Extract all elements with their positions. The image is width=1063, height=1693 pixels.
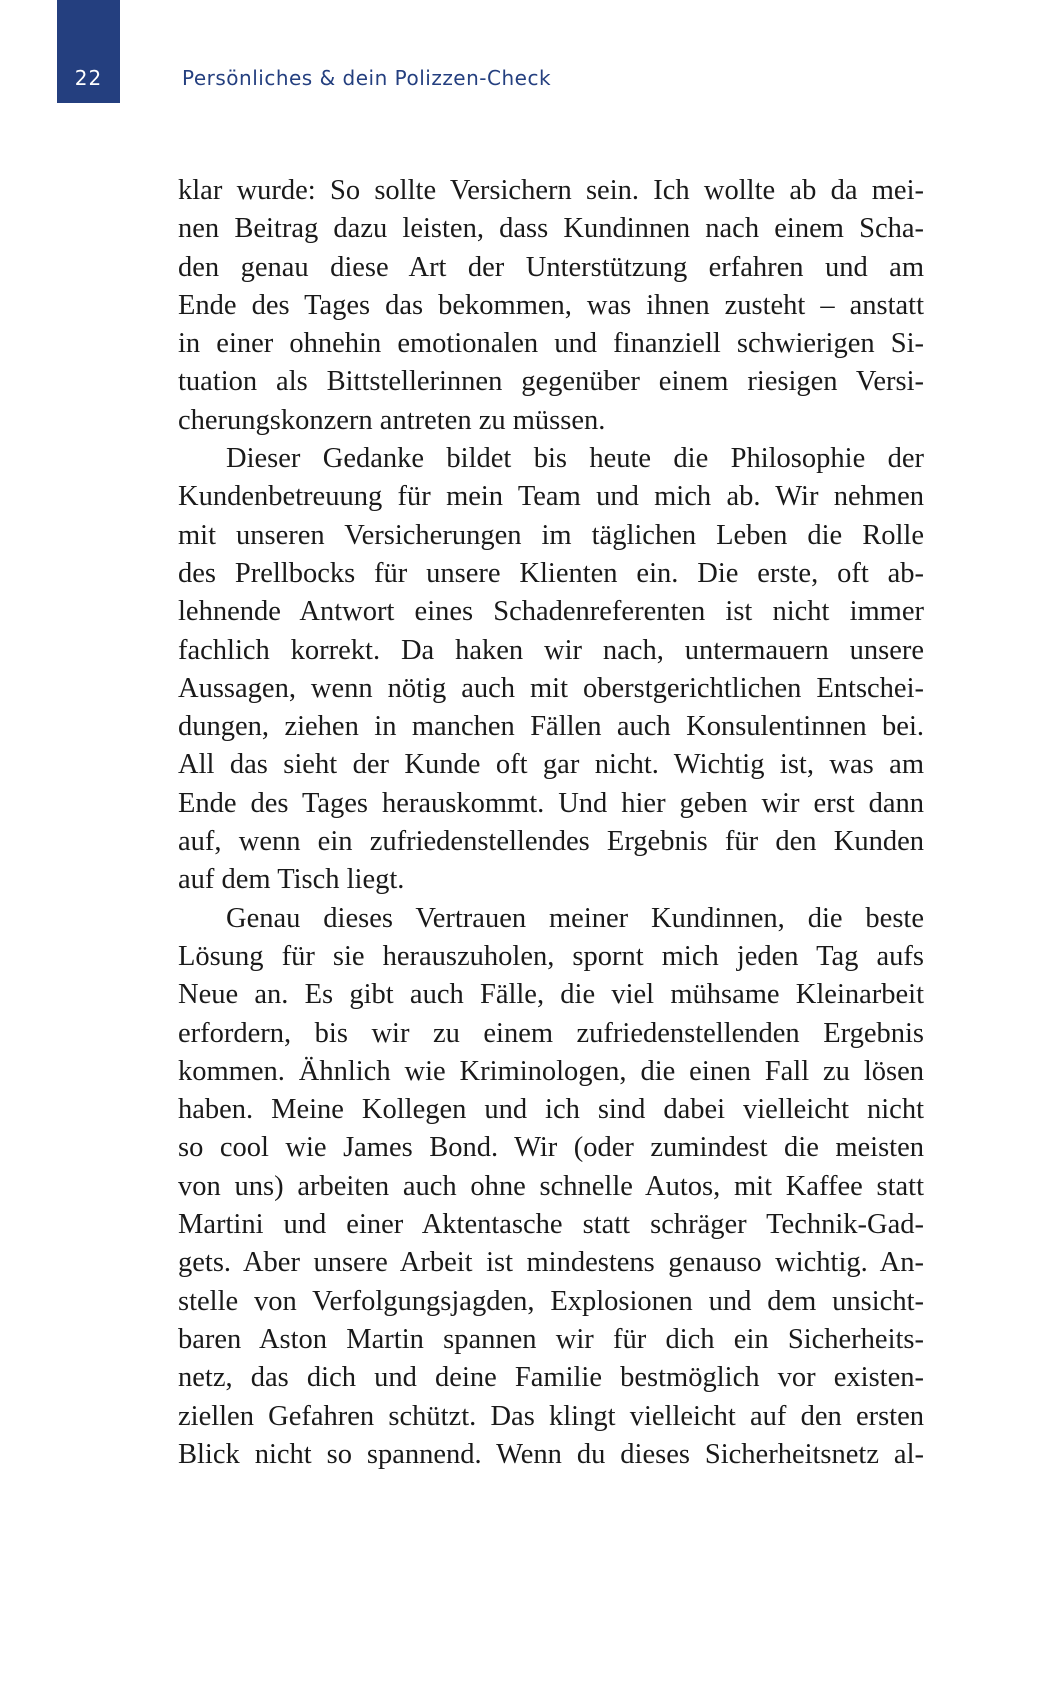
text-line: baren Aston Martin spannen wir für dich ein Sicherheits-	[178, 1323, 924, 1355]
text-line: fachlich korrekt. Da haken wir nach, untermauern unsere	[178, 634, 924, 666]
text-line: All das sieht der Kunde oft gar nicht. Wichtig ist, was am	[178, 749, 924, 781]
text-line: den genau diese Art der Unterstützung erfahren und am	[178, 251, 924, 283]
text-line: haben. Meine Kollegen und ich sind dabei vielleicht nicht	[178, 1094, 924, 1126]
text-line: von uns) arbeiten auch ohne schnelle Autos, mit Kaffee statt	[178, 1170, 924, 1202]
text-line: ziellen Gefahren schützt. Das klingt vielleicht auf den ersten	[178, 1400, 924, 1432]
text-line: Kundenbetreuung für mein Team und mich ab. Wir nehmen	[178, 481, 924, 513]
running-head: Persönliches & dein Polizzen-Check	[182, 66, 552, 90]
text-line: mit unseren Versicherungen im täglichen Leben die Rolle	[178, 519, 924, 551]
text-line: Aussagen, wenn nötig auch mit oberstgerichtlichen Entschei-	[178, 672, 924, 704]
text-line: in einer ohnehin emotionalen und finanziell schwierigen Si-	[178, 328, 924, 360]
text-line: tuation als Bittstellerinnen gegenüber einem riesigen Versi-	[178, 366, 924, 398]
text-line: Blick nicht so spannend. Wenn du dieses Sicherheitsnetz al-	[178, 1438, 924, 1470]
paragraph-first-line: Genau dieses Vertrauen meiner Kundinnen, die beste	[226, 902, 924, 934]
text-line: auf, wenn ein zufriedenstellendes Ergebnis für den Kunden	[178, 826, 924, 858]
text-line: auf dem Tisch liegt.	[178, 864, 405, 896]
body-text	[178, 172, 924, 1474]
text-line: dungen, ziehen in manchen Fällen auch Konsulentinnen bei.	[178, 711, 924, 743]
page-number: 22	[74, 66, 103, 90]
text-line: kommen. Ähnlich wie Kriminologen, die einen Fall zu lösen	[178, 1055, 924, 1087]
text-line: Ende des Tages das bekommen, was ihnen zusteht – anstatt	[178, 289, 924, 321]
paragraph-first-line: Dieser Gedanke bildet bis heute die Philosophie der	[226, 443, 924, 475]
text-line: Neue an. Es gibt auch Fälle, die viel mühsame Kleinarbeit	[178, 979, 924, 1011]
text-line: Ende des Tages herauskommt. Und hier geben wir erst dann	[178, 787, 924, 819]
text-line: so cool wie James Bond. Wir (oder zumindest die meisten	[178, 1132, 924, 1164]
text-line: gets. Aber unsere Arbeit ist mindestens genauso wichtig. An-	[178, 1247, 924, 1279]
text-line: erfordern, bis wir zu einem zufriedenstellenden Ergebnis	[178, 1017, 924, 1049]
text-line: nen Beitrag dazu leisten, dass Kundinnen nach einem Scha-	[178, 213, 924, 245]
text-line: netz, das dich und deine Familie bestmöglich vor existen-	[178, 1362, 924, 1394]
text-line: stelle von Verfolgungsjagden, Explosionen und dem unsicht-	[178, 1285, 924, 1317]
text-line: klar wurde: So sollte Versichern sein. Ich wollte ab da mei-	[178, 175, 924, 206]
text-line: Martini und einer Aktentasche statt schräger Technik-Gad-	[178, 1209, 924, 1241]
text-line: cherungskonzern antreten zu müssen.	[178, 404, 606, 436]
text-line: Lösung für sie herauszuholen, spornt mich jeden Tag aufs	[178, 940, 924, 972]
text-line: des Prellbocks für unsere Klienten ein. Die erste, oft ab-	[178, 557, 924, 589]
page-number-box	[57, 0, 120, 103]
text-line: lehnende Antwort eines Schadenreferenten ist nicht immer	[178, 596, 924, 628]
